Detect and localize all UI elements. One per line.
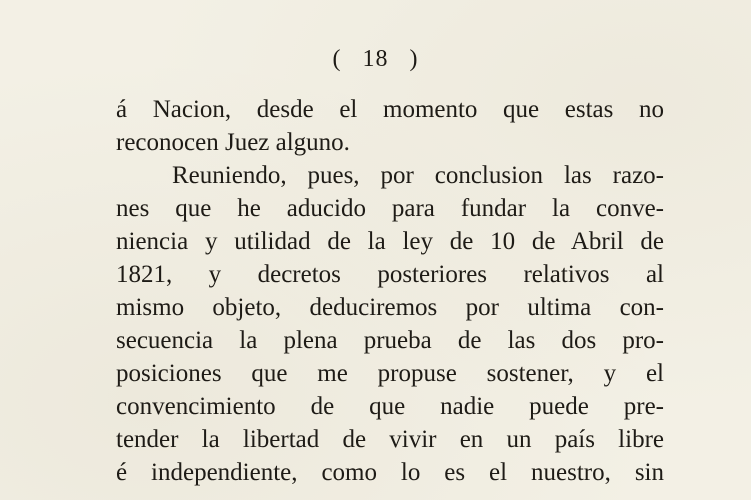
text-line: tender la libertad de vivir en un país libre	[116, 426, 664, 453]
page-number-value: 18	[362, 46, 389, 72]
text-line: á Nacion, desde el momento que estas no	[116, 96, 664, 123]
body-text	[116, 93, 664, 489]
text-line: posiciones que me propuse sostener, y el	[116, 360, 664, 387]
text-line: 1821, y decretos posteriores relativos al	[116, 261, 664, 288]
text-line: niencia y utilidad de la ley de 10 de Abril de	[116, 228, 664, 255]
text-line: convencimiento de que nadie puede pre-	[116, 393, 664, 420]
page-number-close-paren: )	[409, 46, 419, 72]
text-line-paragraph-start: Reuniendo, pues, por conclusion las razo-	[172, 162, 664, 189]
text-line: mismo objeto, deduciremos por ultima con-	[116, 294, 664, 321]
text-line: é independiente, como lo es el nuestro, sin	[116, 459, 664, 486]
text-line: secuencia la plena prueba de las dos pro-	[116, 327, 664, 354]
text-line: reconocen Juez alguno.	[116, 129, 350, 156]
text-line: nes que he aducido para fundar la conve-	[116, 195, 664, 222]
page-number	[0, 46, 751, 73]
page-number-open-paren: (	[332, 46, 342, 72]
